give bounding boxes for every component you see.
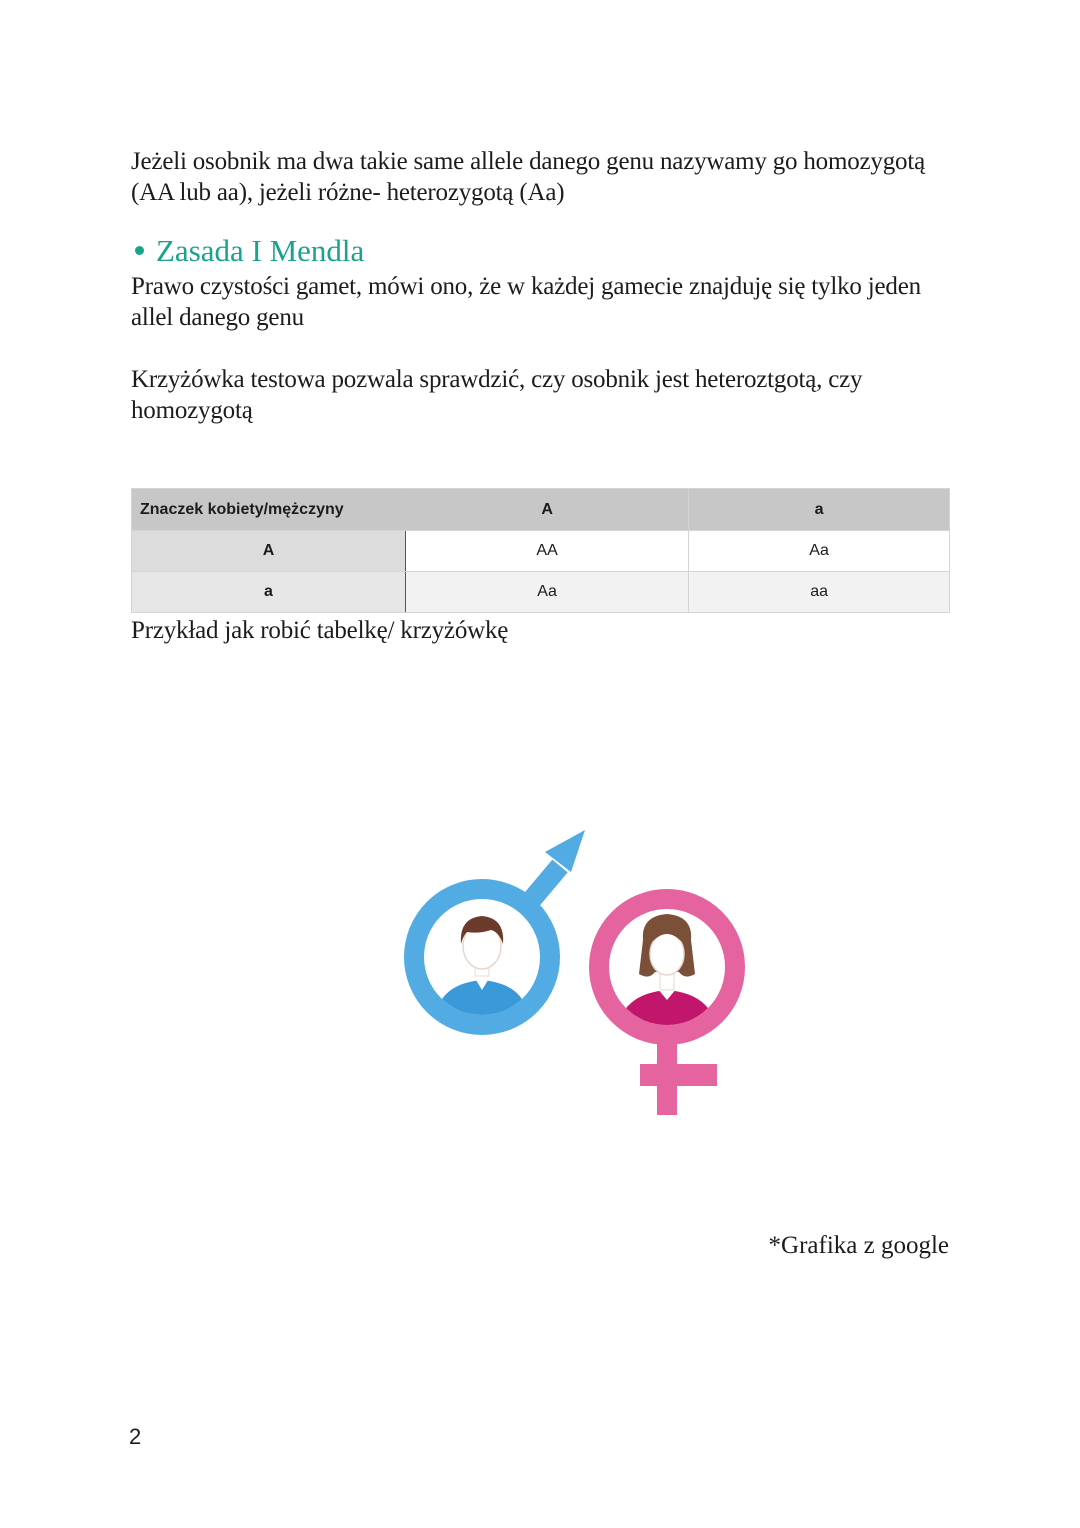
section-heading-text: Zasada I Mendla <box>156 233 365 268</box>
table-cell: AA <box>406 531 689 572</box>
table-cell: aa <box>689 572 950 613</box>
female-symbol-icon <box>599 899 735 1115</box>
table-row <box>132 572 950 613</box>
table-row-header: A <box>132 531 406 572</box>
table-row-header: a <box>132 572 406 613</box>
table-corner-cell: Znaczek kobiety/mężczyny <box>132 489 406 531</box>
test-cross-paragraph: Krzyżówka testowa pozwala sprawdzić, czy osobnik jest heteroztgotą, czy homozygotą <box>131 366 863 424</box>
gender-symbols-illustration <box>395 822 765 1122</box>
intro-paragraph: Jeżeli osobnik ma dwa takie same allele danego genu nazywamy go homozygotą (AA lub aa), jeżeli różne- heterozygotą (Aa) <box>131 148 925 206</box>
table-column-header: a <box>689 489 950 531</box>
table-cell: Aa <box>406 572 689 613</box>
image-credit: *Grafika z google <box>768 1232 949 1259</box>
male-symbol-icon <box>414 830 585 1025</box>
table-row <box>132 531 950 572</box>
punnett-table <box>131 488 950 613</box>
definition-paragraph: Prawo czystości gamet, mówi ono, że w każdej gamecie znajduję się tylko jeden allel danego genu <box>131 273 921 331</box>
table-column-header: A <box>406 489 689 531</box>
section-heading <box>131 233 364 269</box>
table-caption: Przykład jak robić tabelkę/ krzyżówkę <box>131 617 509 644</box>
page-number: 2 <box>129 1424 142 1449</box>
bullet-icon <box>135 246 144 255</box>
table-cell: Aa <box>689 531 950 572</box>
table-header-row <box>132 489 950 531</box>
